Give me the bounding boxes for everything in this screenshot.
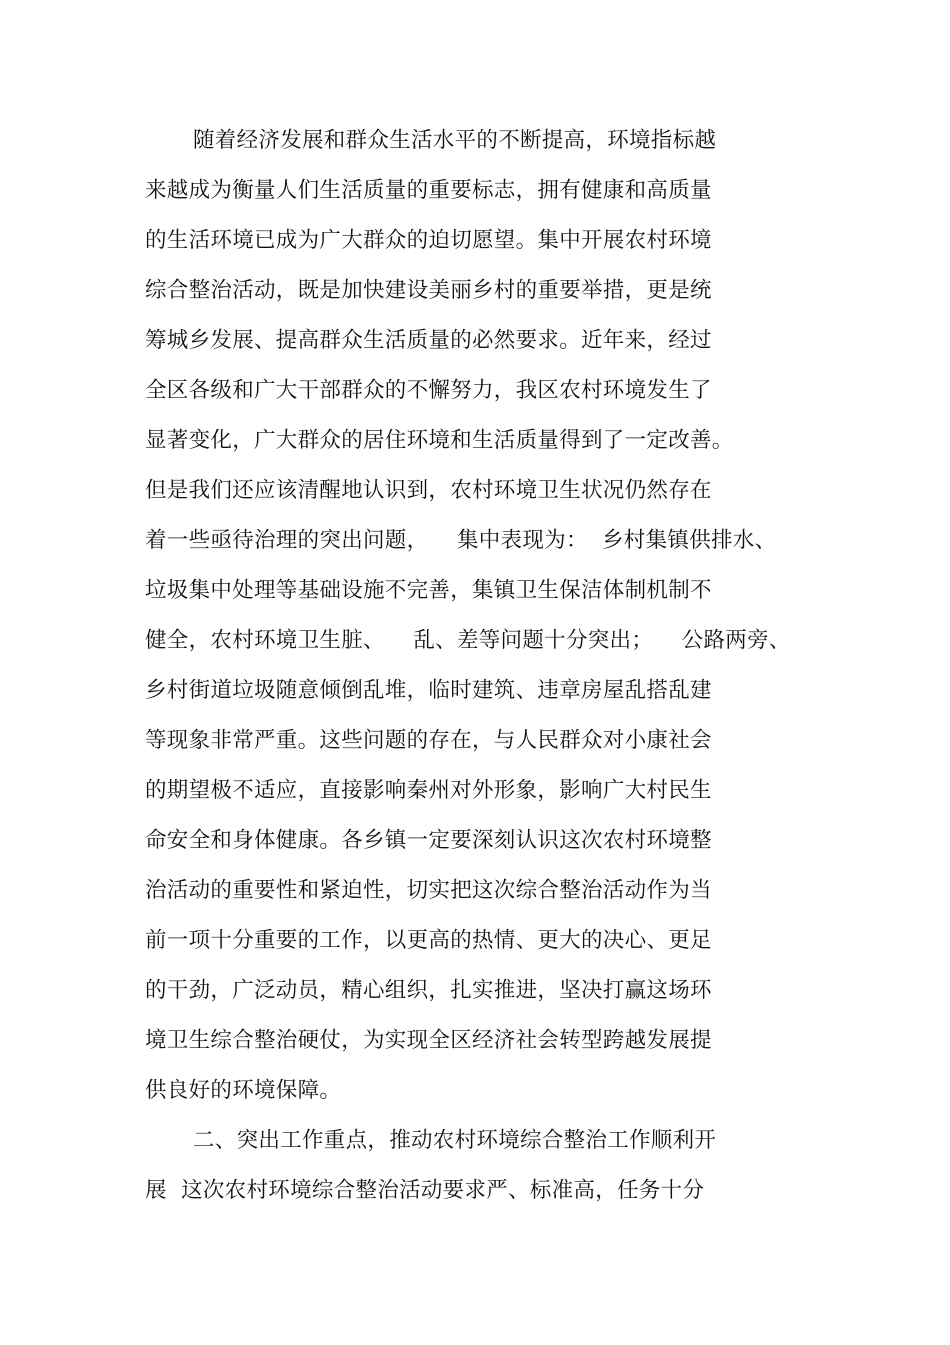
- text-line: 来越成为衡量人们生活质量的重要标志，拥有健康和高质量: [145, 178, 712, 203]
- text-line: 的生活环境已成为广大群众的迫切愿望。集中开展农村环境: [145, 228, 712, 253]
- text-line: 前一项十分重要的工作，以更高的热情、更大的决心、更足: [145, 928, 712, 953]
- text-line: 健全，农村环境卫生脏、 乱、差等问题十分突出； 公路两旁、: [145, 628, 791, 653]
- text-line: 垃圾集中处理等基础设施不完善，集镇卫生保洁体制机制不: [145, 578, 712, 603]
- text-line: 乡村街道垃圾随意倾倒乱堆，临时建筑、违章房屋乱搭乱建: [145, 678, 712, 703]
- text-line: 命安全和身体健康。各乡镇一定要深刻认识这次农村环境整: [145, 828, 712, 853]
- text-line: 随着经济发展和群众生活水平的不断提高，环境指标越: [193, 128, 717, 153]
- text-line: 但是我们还应该清醒地认识到，农村环境卫生状况仍然存在: [145, 478, 712, 503]
- text-line: 展 这次农村环境综合整治活动要求严、标准高，任务十分: [145, 1178, 705, 1203]
- text-line: 着一些亟待治理的突出问题， 集中表现为： 乡村集镇供排水、: [145, 528, 777, 553]
- text-line: 的干劲，广泛动员，精心组织，扎实推进，坚决打赢这场环: [145, 978, 712, 1003]
- text-line: 显著变化，广大群众的居住环境和生活质量得到了一定改善。: [145, 428, 734, 453]
- text-line: 综合整治活动，既是加快建设美丽乡村的重要举措，更是统: [145, 278, 712, 303]
- text-line: 筹城乡发展、提高群众生活质量的必然要求。近年来，经过: [145, 328, 712, 353]
- section-heading-line: 二、突出工作重点，推动农村环境综合整治工作顺利开: [193, 1128, 717, 1153]
- text-line: 供良好的环境保障。: [145, 1078, 342, 1103]
- text-line: 境卫生综合整治硬仗，为实现全区经济社会转型跨越发展提: [145, 1028, 712, 1053]
- text-line: 的期望极不适应，直接影响秦州对外形象，影响广大村民生: [145, 778, 712, 803]
- text-line: 等现象非常严重。这些问题的存在，与人民群众对小康社会: [145, 728, 712, 753]
- text-line: 全区各级和广大干部群众的不懈努力，我区农村环境发生了: [145, 378, 712, 403]
- text-line: 治活动的重要性和紧迫性，切实把这次综合整治活动作为当: [145, 878, 712, 903]
